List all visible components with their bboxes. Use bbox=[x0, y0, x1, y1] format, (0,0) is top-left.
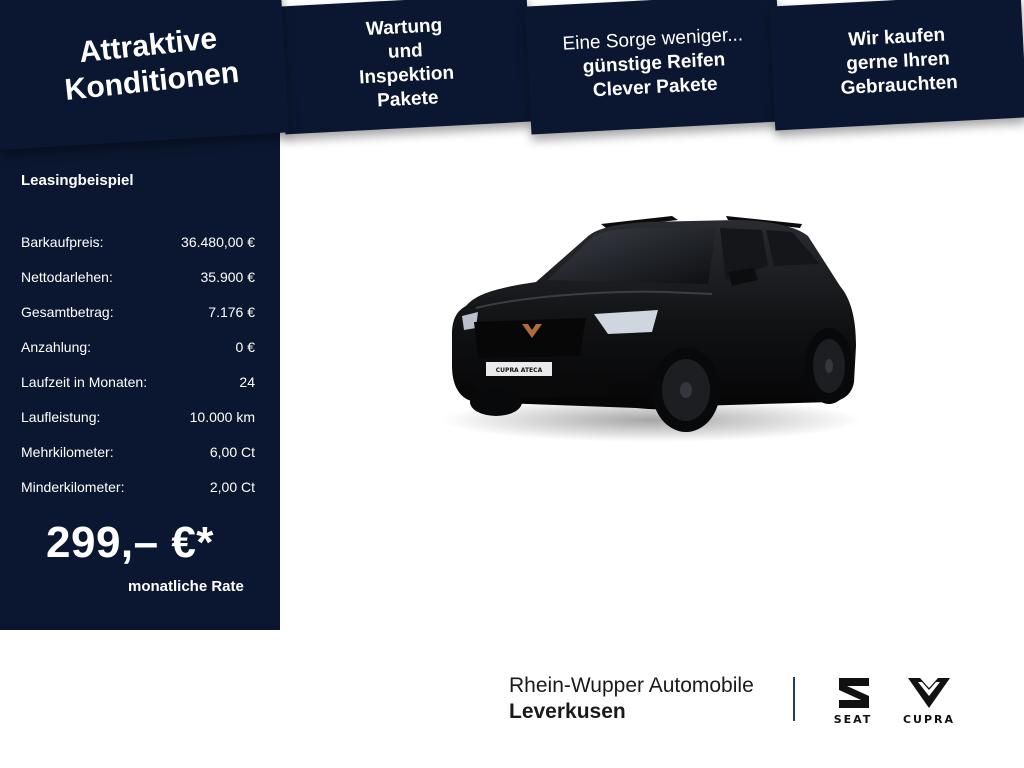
banner-line: Eine Sorge weniger... bbox=[561, 24, 744, 55]
banner-line: Pakete bbox=[376, 87, 439, 112]
leasing-row-laufleistung bbox=[21, 399, 255, 434]
leasing-row-mehrkilometer bbox=[21, 434, 255, 469]
license-plate-text: CUPRA ATECA bbox=[495, 367, 543, 374]
row-value: 0 € bbox=[235, 338, 255, 355]
row-label: Mehrkilometer: bbox=[21, 443, 114, 460]
leasing-row-minderkilometer bbox=[21, 469, 255, 504]
row-value: 35.900 € bbox=[200, 268, 255, 285]
dealer-city: Leverkusen bbox=[509, 700, 626, 723]
row-label: Laufleistung: bbox=[21, 408, 101, 425]
leasing-row-laufzeit bbox=[21, 364, 255, 399]
leasing-heading: Leasingbeispiel bbox=[21, 172, 134, 189]
grille bbox=[474, 318, 586, 358]
row-label: Barkaufpreis: bbox=[21, 233, 104, 250]
car-image bbox=[436, 206, 866, 446]
leasing-table bbox=[21, 224, 255, 504]
row-label: Nettodarlehen: bbox=[21, 268, 113, 285]
row-label: Anzahlung: bbox=[21, 338, 92, 355]
banner-reifen bbox=[525, 0, 783, 135]
banner-line: gerne Ihren bbox=[845, 48, 951, 75]
leasing-row-nettodarlehen bbox=[21, 259, 255, 294]
leasing-row-anzahlung bbox=[21, 329, 255, 364]
banner-line: Clever Pakete bbox=[592, 73, 719, 102]
monthly-rate-label: monatliche Rate bbox=[128, 578, 244, 595]
front-left-wheel bbox=[470, 388, 522, 416]
monthly-price: 299,– €* bbox=[46, 518, 214, 567]
leasing-row-barkaufpreis bbox=[21, 224, 255, 259]
cupra-logo-icon bbox=[892, 676, 966, 710]
cupra-logo-text: CUPRA bbox=[902, 713, 956, 726]
cupra-logo bbox=[892, 676, 966, 726]
banner-line: Wartung bbox=[365, 15, 443, 41]
footer-divider bbox=[793, 677, 795, 721]
banner-line: Inspektion bbox=[358, 62, 455, 89]
dealer-name: Rhein-Wupper Automobile bbox=[509, 674, 754, 697]
banner-line: Gebrauchten bbox=[840, 71, 959, 100]
row-value: 36.480,00 € bbox=[181, 233, 255, 250]
seat-logo bbox=[822, 676, 884, 726]
banner-wartung-text bbox=[346, 13, 466, 115]
row-value: 6,00 Ct bbox=[209, 443, 255, 460]
banner-reifen-text bbox=[552, 23, 756, 105]
row-label: Gesamtbetrag: bbox=[21, 303, 114, 320]
row-value: 24 bbox=[239, 373, 255, 390]
seat-logo-text: SEAT bbox=[833, 713, 873, 726]
banner-line: Attraktive bbox=[77, 21, 219, 70]
banner-wartung bbox=[279, 0, 533, 134]
banner-line: Konditionen bbox=[63, 55, 241, 107]
windshield bbox=[548, 228, 716, 284]
banner-gebrauchten bbox=[769, 0, 1024, 131]
row-value: 7.176 € bbox=[208, 303, 255, 320]
row-value: 10.000 km bbox=[189, 408, 255, 425]
banner-gebrauchten-text bbox=[828, 22, 969, 101]
row-label: Minderkilometer: bbox=[21, 478, 125, 495]
banner-line: Wir kaufen bbox=[847, 24, 946, 51]
rear-wheel bbox=[805, 328, 853, 404]
banner-line: günstige Reifen bbox=[582, 49, 726, 78]
row-value: 2,00 Ct bbox=[209, 478, 255, 495]
car-illustration bbox=[436, 206, 866, 446]
leasing-row-gesamtbetrag bbox=[21, 294, 255, 329]
banner-line: und bbox=[387, 40, 424, 63]
seat-logo-icon bbox=[822, 676, 884, 710]
front-wheel bbox=[652, 348, 720, 432]
row-label: Laufzeit in Monaten: bbox=[21, 373, 148, 390]
